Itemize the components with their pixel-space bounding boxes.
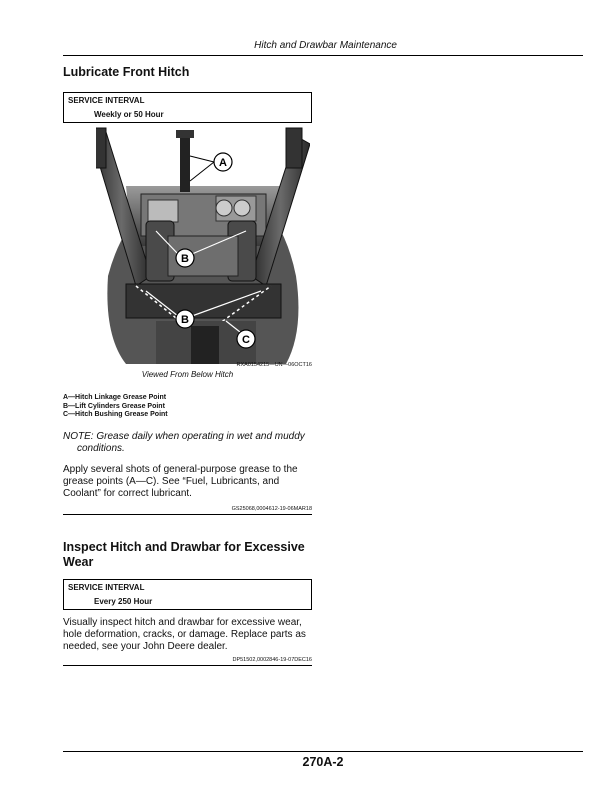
service-interval-value: Every 250 Hour xyxy=(94,597,153,606)
service-interval-box xyxy=(63,92,312,123)
service-interval-box xyxy=(63,579,312,610)
section-title-inspect xyxy=(63,540,312,570)
header-rule xyxy=(63,55,583,56)
reference-code: GS25068,0004612-19-06MAR18 xyxy=(231,506,312,512)
legend-item: B—Lift Cylinders Grease Point xyxy=(63,402,165,410)
lubricate-instructions: Apply several shots of general-purpose grease to the grease points (A—C). See “Fuel, Lubricants, and Coolant” for correct lubricant. xyxy=(63,464,298,499)
callout-b-upper-label: B xyxy=(181,253,189,265)
figure-caption: Viewed From Below Hitch xyxy=(141,370,234,379)
legend-item: A—Hitch Linkage Grease Point xyxy=(63,394,167,401)
section-title-line: Inspect Hitch and Drawbar for Excessive xyxy=(63,540,305,554)
figure-id: RXA0154215—UN—06OCT16 xyxy=(236,362,312,368)
note-line: conditions. xyxy=(77,443,125,454)
callout-b-lower-label: B xyxy=(181,314,189,326)
section-rule xyxy=(63,665,312,666)
service-interval-value: Weekly or 50 Hour xyxy=(94,110,164,119)
legend-item: C—Hitch Bushing Grease Point xyxy=(63,411,168,418)
section-rule xyxy=(63,514,312,515)
hitch-figure xyxy=(96,126,310,364)
service-interval-label: SERVICE INTERVAL xyxy=(68,96,145,105)
section-title-lubricate: Lubricate Front Hitch xyxy=(63,65,190,79)
figure-legend xyxy=(63,394,168,420)
callout-c-label: C xyxy=(242,334,250,346)
page-number: 270A-2 xyxy=(302,755,344,769)
running-header: Hitch and Drawbar Maintenance xyxy=(254,40,397,51)
service-interval-label: SERVICE INTERVAL xyxy=(68,583,145,592)
section-title-line: Wear xyxy=(63,555,94,569)
inspect-instructions: Visually inspect hitch and drawbar for excessive wear, hole deformation, cracks, or damage. Replace parts as needed, see your John Deere dealer. xyxy=(63,617,306,652)
note xyxy=(63,431,315,455)
note-line: NOTE: Grease daily when operating in wet and muddy xyxy=(63,431,305,442)
footer-rule xyxy=(63,751,583,752)
hitch-illustration xyxy=(96,126,310,364)
callout-a-label: A xyxy=(219,157,227,169)
reference-code: DP51502,0002846-19-07DEC16 xyxy=(232,657,312,663)
